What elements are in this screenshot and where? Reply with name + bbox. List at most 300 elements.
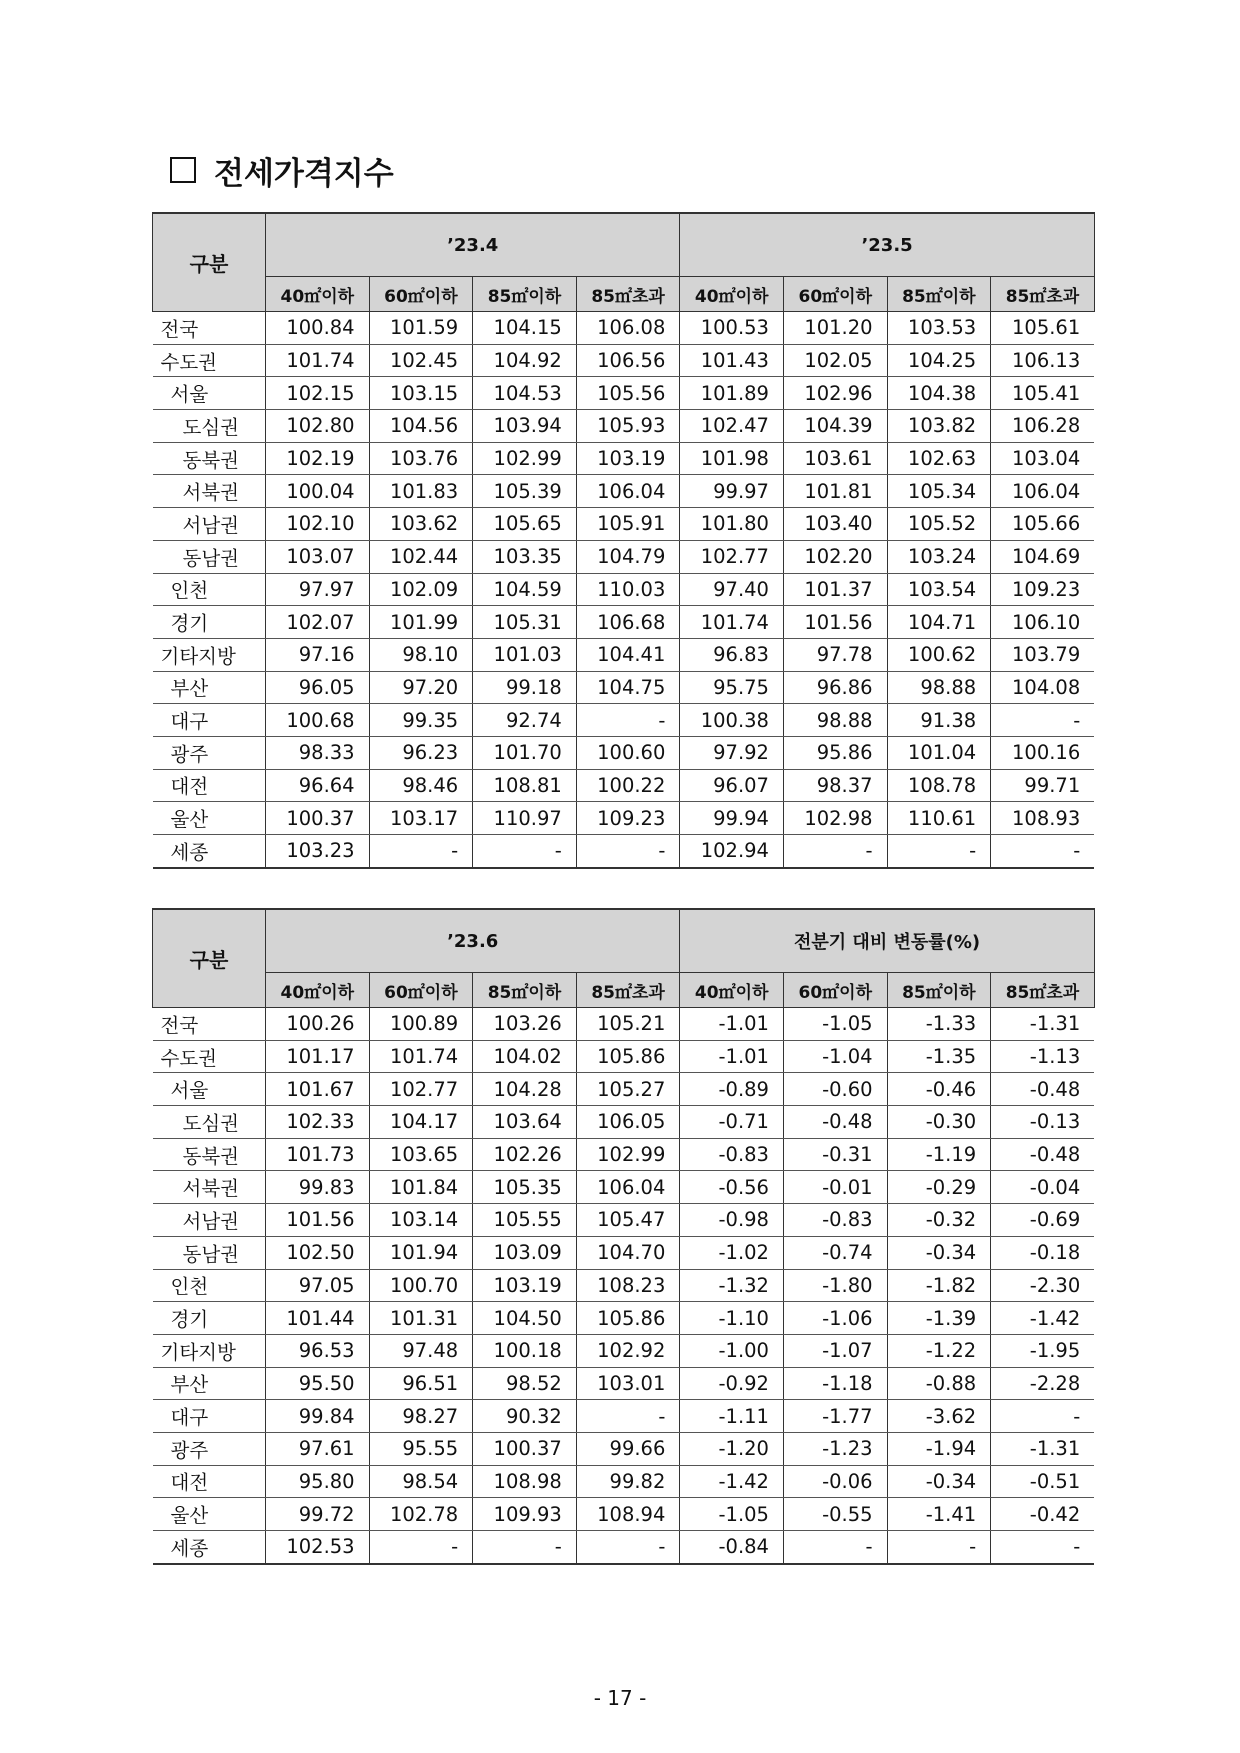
size-column-header: 40㎡이하	[266, 277, 370, 312]
value-cell: 101.31	[369, 1302, 473, 1335]
table-row	[153, 344, 1095, 377]
value-cell: -	[369, 835, 473, 868]
value-cell: 104.15	[473, 312, 577, 345]
value-cell: 92.74	[473, 704, 577, 737]
value-cell: 101.81	[783, 475, 887, 508]
value-cell: 105.21	[576, 1008, 680, 1041]
region-cell: 동북권	[153, 1138, 266, 1171]
value-cell: 95.50	[266, 1367, 370, 1400]
value-cell: 103.54	[887, 573, 991, 606]
value-cell: 101.17	[266, 1040, 370, 1073]
value-cell: 108.94	[576, 1498, 680, 1531]
section-title-text: 전세가격지수	[214, 155, 394, 192]
value-cell: 103.40	[783, 508, 887, 541]
value-cell: 105.39	[473, 475, 577, 508]
value-cell: 101.99	[369, 606, 473, 639]
value-cell: 101.73	[266, 1138, 370, 1171]
value-cell: 104.50	[473, 1302, 577, 1335]
region-cell: 광주	[153, 1432, 266, 1465]
value-cell: 106.28	[991, 410, 1095, 443]
value-cell: 101.74	[266, 344, 370, 377]
value-cell: 104.59	[473, 573, 577, 606]
value-cell: -1.42	[991, 1302, 1095, 1335]
region-cell: 서북권	[153, 1171, 266, 1204]
table-row	[153, 1367, 1095, 1400]
value-cell: 96.53	[266, 1334, 370, 1367]
row-header-cell: 구분	[153, 213, 266, 312]
value-cell: 97.48	[369, 1334, 473, 1367]
value-cell: 100.68	[266, 704, 370, 737]
table-row	[153, 1138, 1095, 1171]
value-cell: -0.29	[887, 1171, 991, 1204]
value-cell: 102.94	[680, 835, 784, 868]
size-column-header: 60㎡이하	[783, 277, 887, 312]
value-cell: 105.27	[576, 1073, 680, 1106]
value-cell: -1.42	[680, 1465, 784, 1498]
value-cell: 102.77	[369, 1073, 473, 1106]
value-cell: 103.23	[266, 835, 370, 868]
value-cell: 103.94	[473, 410, 577, 443]
table-row	[153, 1204, 1095, 1237]
value-cell: 100.70	[369, 1269, 473, 1302]
value-cell: 98.52	[473, 1367, 577, 1400]
value-cell: 105.86	[576, 1302, 680, 1335]
value-cell: -1.11	[680, 1400, 784, 1433]
value-cell: 100.16	[991, 736, 1095, 769]
table-row	[153, 1171, 1095, 1204]
value-cell: -	[783, 1531, 887, 1564]
value-cell: 105.31	[473, 606, 577, 639]
value-cell: 105.61	[991, 312, 1095, 345]
value-cell: -0.92	[680, 1367, 784, 1400]
table-row	[153, 442, 1095, 475]
value-cell: 97.97	[266, 573, 370, 606]
checkbox-square-icon	[170, 157, 196, 183]
value-cell: 106.56	[576, 344, 680, 377]
value-cell: -0.48	[991, 1138, 1095, 1171]
region-cell: 세종	[153, 835, 266, 868]
value-cell: -1.80	[783, 1269, 887, 1302]
value-cell: 100.18	[473, 1334, 577, 1367]
value-cell: 103.19	[576, 442, 680, 475]
value-cell: 102.98	[783, 802, 887, 835]
value-cell: -0.48	[991, 1073, 1095, 1106]
jeonse-index-table-jun-change	[152, 908, 1095, 1565]
value-cell: 102.19	[266, 442, 370, 475]
value-cell: -0.84	[680, 1531, 784, 1564]
region-cell: 전국	[153, 1008, 266, 1041]
value-cell: -0.69	[991, 1204, 1095, 1237]
value-cell: 99.84	[266, 1400, 370, 1433]
value-cell: 108.93	[991, 802, 1095, 835]
region-cell: 동남권	[153, 540, 266, 573]
value-cell: 101.67	[266, 1073, 370, 1106]
value-cell: 100.37	[473, 1432, 577, 1465]
value-cell: 99.35	[369, 704, 473, 737]
value-cell: 105.34	[887, 475, 991, 508]
value-cell: -	[576, 1400, 680, 1433]
value-cell: 101.59	[369, 312, 473, 345]
value-cell: 104.75	[576, 671, 680, 704]
value-cell: 102.44	[369, 540, 473, 573]
value-cell: 96.83	[680, 638, 784, 671]
value-cell: 106.68	[576, 606, 680, 639]
value-cell: -0.60	[783, 1073, 887, 1106]
value-cell: 104.53	[473, 377, 577, 410]
value-cell: 102.05	[783, 344, 887, 377]
value-cell: 97.05	[266, 1269, 370, 1302]
value-cell: 101.56	[783, 606, 887, 639]
value-cell: 97.78	[783, 638, 887, 671]
value-cell: -	[991, 1400, 1095, 1433]
table-row	[153, 1008, 1095, 1041]
value-cell: 102.50	[266, 1236, 370, 1269]
value-cell: 97.61	[266, 1432, 370, 1465]
region-cell: 울산	[153, 1498, 266, 1531]
value-cell: -1.33	[887, 1008, 991, 1041]
value-cell: -1.20	[680, 1432, 784, 1465]
region-cell: 대전	[153, 769, 266, 802]
value-cell: 105.91	[576, 508, 680, 541]
value-cell: -1.00	[680, 1334, 784, 1367]
region-cell: 수도권	[153, 1040, 266, 1073]
value-cell: -0.13	[991, 1106, 1095, 1139]
value-cell: -0.83	[783, 1204, 887, 1237]
value-cell: 102.99	[576, 1138, 680, 1171]
value-cell: 103.15	[369, 377, 473, 410]
value-cell: 101.56	[266, 1204, 370, 1237]
value-cell: 103.19	[473, 1269, 577, 1302]
region-cell: 부산	[153, 671, 266, 704]
value-cell: 102.07	[266, 606, 370, 639]
value-cell: 100.37	[266, 802, 370, 835]
table-row	[153, 573, 1095, 606]
value-cell: 98.88	[887, 671, 991, 704]
value-cell: 103.24	[887, 540, 991, 573]
value-cell: 103.09	[473, 1236, 577, 1269]
value-cell: 104.39	[783, 410, 887, 443]
value-cell: 102.10	[266, 508, 370, 541]
table-row	[153, 1302, 1095, 1335]
value-cell: 105.52	[887, 508, 991, 541]
value-cell: 104.56	[369, 410, 473, 443]
value-cell: -1.04	[783, 1040, 887, 1073]
value-cell: 103.65	[369, 1138, 473, 1171]
value-cell: 98.46	[369, 769, 473, 802]
value-cell: -0.32	[887, 1204, 991, 1237]
value-cell: 105.47	[576, 1204, 680, 1237]
size-column-header: 85㎡이하	[473, 277, 577, 312]
region-cell: 서북권	[153, 475, 266, 508]
value-cell: -0.83	[680, 1138, 784, 1171]
page-number: - 17 -	[593, 1686, 647, 1710]
value-cell: -0.18	[991, 1236, 1095, 1269]
value-cell: 106.13	[991, 344, 1095, 377]
value-cell: 105.56	[576, 377, 680, 410]
value-cell: 100.62	[887, 638, 991, 671]
value-cell: 103.64	[473, 1106, 577, 1139]
value-cell: 106.04	[991, 475, 1095, 508]
value-cell: 101.44	[266, 1302, 370, 1335]
value-cell: 104.28	[473, 1073, 577, 1106]
value-cell: 103.04	[991, 442, 1095, 475]
size-column-header: 85㎡이하	[887, 973, 991, 1008]
value-cell: 102.09	[369, 573, 473, 606]
value-cell: -0.88	[887, 1367, 991, 1400]
value-cell: 98.37	[783, 769, 887, 802]
value-cell: -0.55	[783, 1498, 887, 1531]
value-cell: 95.55	[369, 1432, 473, 1465]
size-column-header: 85㎡이하	[473, 973, 577, 1008]
value-cell: 110.97	[473, 802, 577, 835]
table-row	[153, 1432, 1095, 1465]
value-cell: -0.71	[680, 1106, 784, 1139]
value-cell: 96.64	[266, 769, 370, 802]
value-cell: 99.18	[473, 671, 577, 704]
value-cell: -1.35	[887, 1040, 991, 1073]
value-cell: 101.98	[680, 442, 784, 475]
table-row	[153, 410, 1095, 443]
region-cell: 동북권	[153, 442, 266, 475]
value-cell: -	[473, 835, 577, 868]
value-cell: -1.05	[680, 1498, 784, 1531]
value-cell: -1.39	[887, 1302, 991, 1335]
value-cell: 104.25	[887, 344, 991, 377]
table-row	[153, 1106, 1095, 1139]
region-cell: 도심권	[153, 410, 266, 443]
value-cell: -1.10	[680, 1302, 784, 1335]
value-cell: 100.26	[266, 1008, 370, 1041]
table-row	[153, 638, 1095, 671]
value-cell: 105.66	[991, 508, 1095, 541]
value-cell: 108.78	[887, 769, 991, 802]
region-cell: 대전	[153, 1465, 266, 1498]
value-cell: 105.65	[473, 508, 577, 541]
group-header: ’23.5	[680, 213, 1094, 277]
region-cell: 기타지방	[153, 638, 266, 671]
value-cell: 103.62	[369, 508, 473, 541]
group-header: 전분기 대비 변동률(%)	[680, 909, 1094, 973]
value-cell: -3.62	[887, 1400, 991, 1433]
table-row	[153, 769, 1095, 802]
region-cell: 서울	[153, 1073, 266, 1106]
value-cell: -1.18	[783, 1367, 887, 1400]
region-cell: 부산	[153, 1367, 266, 1400]
region-cell: 경기	[153, 606, 266, 639]
value-cell: -1.31	[991, 1008, 1095, 1041]
value-cell: 106.04	[576, 475, 680, 508]
table-row	[153, 377, 1095, 410]
value-cell: 102.96	[783, 377, 887, 410]
value-cell: 104.41	[576, 638, 680, 671]
value-cell: -1.01	[680, 1040, 784, 1073]
value-cell: 100.53	[680, 312, 784, 345]
value-cell: -0.48	[783, 1106, 887, 1139]
value-cell: 95.86	[783, 736, 887, 769]
value-cell: 103.07	[266, 540, 370, 573]
value-cell: -1.95	[991, 1334, 1095, 1367]
value-cell: -1.07	[783, 1334, 887, 1367]
value-cell: 97.40	[680, 573, 784, 606]
value-cell: 109.93	[473, 1498, 577, 1531]
region-cell: 수도권	[153, 344, 266, 377]
size-column-header: 85㎡초과	[991, 973, 1095, 1008]
value-cell: 103.79	[991, 638, 1095, 671]
region-cell: 경기	[153, 1302, 266, 1335]
value-cell: -1.01	[680, 1008, 784, 1041]
size-column-header: 40㎡이하	[680, 277, 784, 312]
section-title	[170, 148, 394, 192]
value-cell: 105.41	[991, 377, 1095, 410]
table-row	[153, 802, 1095, 835]
value-cell: -0.46	[887, 1073, 991, 1106]
value-cell: 100.22	[576, 769, 680, 802]
value-cell: -	[576, 1531, 680, 1564]
value-cell: 98.33	[266, 736, 370, 769]
value-cell: 102.78	[369, 1498, 473, 1531]
value-cell: -0.06	[783, 1465, 887, 1498]
table-row	[153, 1334, 1095, 1367]
value-cell: 97.92	[680, 736, 784, 769]
size-column-header: 85㎡초과	[991, 277, 1095, 312]
value-cell: 105.35	[473, 1171, 577, 1204]
value-cell: -	[473, 1531, 577, 1564]
table-row	[153, 671, 1095, 704]
region-cell: 광주	[153, 736, 266, 769]
value-cell: 99.97	[680, 475, 784, 508]
value-cell: 101.43	[680, 344, 784, 377]
region-cell: 동남권	[153, 1236, 266, 1269]
value-cell: -1.13	[991, 1040, 1095, 1073]
value-cell: -1.82	[887, 1269, 991, 1302]
table-row	[153, 1269, 1095, 1302]
value-cell: 105.93	[576, 410, 680, 443]
table-row	[153, 1040, 1095, 1073]
value-cell: 102.47	[680, 410, 784, 443]
value-cell: -1.23	[783, 1432, 887, 1465]
value-cell: 102.20	[783, 540, 887, 573]
value-cell: 100.38	[680, 704, 784, 737]
value-cell: 98.54	[369, 1465, 473, 1498]
value-cell: -0.89	[680, 1073, 784, 1106]
value-cell: -	[576, 704, 680, 737]
region-cell: 도심권	[153, 1106, 266, 1139]
value-cell: 101.37	[783, 573, 887, 606]
value-cell: 99.72	[266, 1498, 370, 1531]
value-cell: 104.92	[473, 344, 577, 377]
value-cell: -1.19	[887, 1138, 991, 1171]
value-cell: 98.88	[783, 704, 887, 737]
table-row	[153, 1531, 1095, 1564]
value-cell: 99.82	[576, 1465, 680, 1498]
value-cell: 103.26	[473, 1008, 577, 1041]
value-cell: -1.77	[783, 1400, 887, 1433]
table-row	[153, 1465, 1095, 1498]
group-header: ’23.6	[266, 909, 680, 973]
table-row	[153, 606, 1095, 639]
size-column-header: 60㎡이하	[369, 277, 473, 312]
value-cell: -0.56	[680, 1171, 784, 1204]
table-row	[153, 540, 1095, 573]
value-cell: 101.04	[887, 736, 991, 769]
value-cell: 106.05	[576, 1106, 680, 1139]
table-row	[153, 704, 1095, 737]
value-cell: -0.74	[783, 1236, 887, 1269]
region-cell: 인천	[153, 573, 266, 606]
value-cell: -1.41	[887, 1498, 991, 1531]
value-cell: 90.32	[473, 1400, 577, 1433]
value-cell: -1.05	[783, 1008, 887, 1041]
value-cell: 102.15	[266, 377, 370, 410]
value-cell: -	[369, 1531, 473, 1564]
value-cell: 102.53	[266, 1531, 370, 1564]
value-cell: 106.08	[576, 312, 680, 345]
region-cell: 세종	[153, 1531, 266, 1564]
value-cell: 96.07	[680, 769, 784, 802]
value-cell: -1.06	[783, 1302, 887, 1335]
table-row	[153, 1236, 1095, 1269]
value-cell: 108.98	[473, 1465, 577, 1498]
value-cell: 101.94	[369, 1236, 473, 1269]
value-cell: 95.75	[680, 671, 784, 704]
value-cell: 100.04	[266, 475, 370, 508]
value-cell: 110.61	[887, 802, 991, 835]
region-cell: 전국	[153, 312, 266, 345]
value-cell: 101.74	[369, 1040, 473, 1073]
value-cell: 101.74	[680, 606, 784, 639]
value-cell: 102.80	[266, 410, 370, 443]
region-cell: 기타지방	[153, 1334, 266, 1367]
value-cell: 103.82	[887, 410, 991, 443]
group-header: ’23.4	[266, 213, 680, 277]
value-cell: 103.14	[369, 1204, 473, 1237]
table-row	[153, 312, 1095, 345]
value-cell: -2.30	[991, 1269, 1095, 1302]
value-cell: 103.17	[369, 802, 473, 835]
value-cell: -	[991, 1531, 1095, 1564]
value-cell: 96.05	[266, 671, 370, 704]
value-cell: -	[887, 1531, 991, 1564]
value-cell: -	[783, 835, 887, 868]
value-cell: 99.71	[991, 769, 1095, 802]
value-cell: -	[991, 835, 1095, 868]
value-cell: 104.69	[991, 540, 1095, 573]
value-cell: 98.10	[369, 638, 473, 671]
value-cell: 104.08	[991, 671, 1095, 704]
value-cell: -1.22	[887, 1334, 991, 1367]
value-cell: 103.76	[369, 442, 473, 475]
value-cell: 91.38	[887, 704, 991, 737]
value-cell: 105.86	[576, 1040, 680, 1073]
value-cell: 109.23	[576, 802, 680, 835]
value-cell: 101.89	[680, 377, 784, 410]
value-cell: 108.81	[473, 769, 577, 802]
size-column-header: 60㎡이하	[783, 973, 887, 1008]
table-row	[153, 1400, 1095, 1433]
size-column-header: 85㎡이하	[887, 277, 991, 312]
table-row	[153, 1498, 1095, 1531]
value-cell: 100.89	[369, 1008, 473, 1041]
value-cell: -	[576, 835, 680, 868]
value-cell: -0.01	[783, 1171, 887, 1204]
table-row	[153, 835, 1095, 868]
row-header-cell: 구분	[153, 909, 266, 1008]
value-cell: 104.70	[576, 1236, 680, 1269]
value-cell: 104.17	[369, 1106, 473, 1139]
value-cell: 102.92	[576, 1334, 680, 1367]
region-cell: 인천	[153, 1269, 266, 1302]
table-row	[153, 736, 1095, 769]
